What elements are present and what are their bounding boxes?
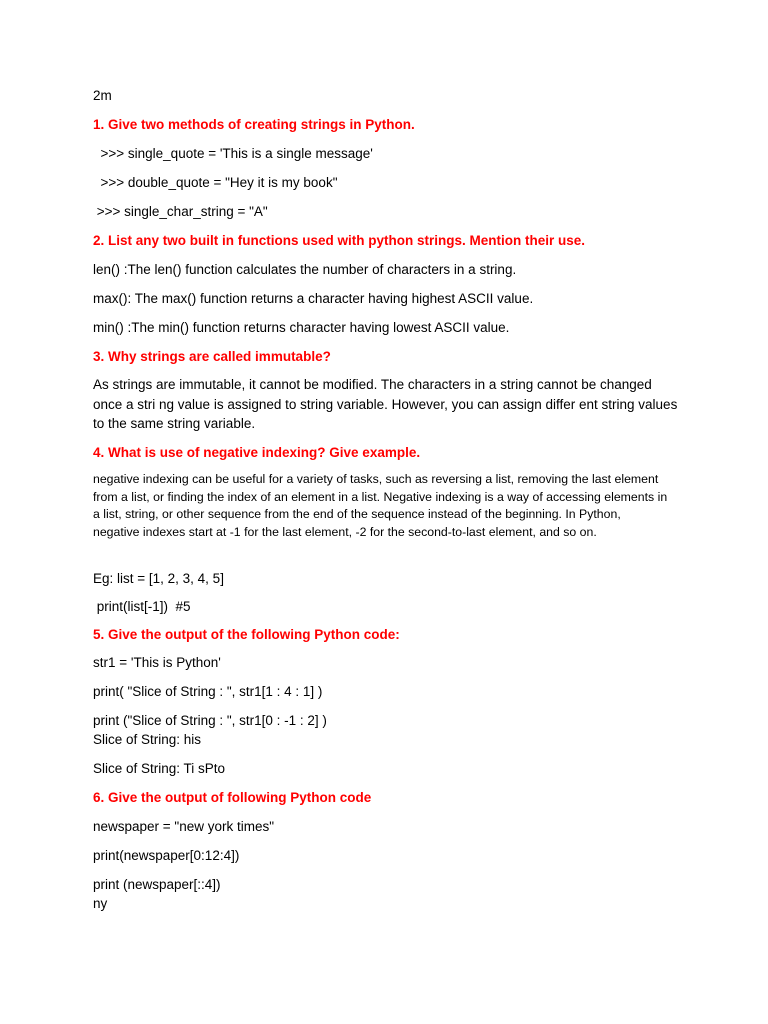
code-line: >>> single_quote = 'This is a single message' — [93, 146, 373, 161]
code-line: newspaper = "new york times" — [93, 819, 275, 834]
answer-paragraph: negative indexing can be useful for a variety of tasks, such as reversing a list, removing the last element from a list, or finding the index of an element in a list. Negative indexing is a way of accessing elements in a list, string, or other sequence from the end of the sequence instead of the beginning. In Python, negative indexes start at -1 for the last element, -2 for the second-to-last element, and so on. — [93, 472, 668, 539]
question-5-title: 5. Give the output of the following Python code: — [93, 627, 400, 642]
code-line: str1 = 'This is Python' — [93, 655, 221, 670]
answer-paragraph: As strings are immutable, it cannot be modified. The characters in a string cannot be changed once a stri ng value is assigned to string variable. However, you can assign differ ent string values to the same string variable. — [93, 377, 678, 431]
answer-line: len() :The len() function calculates the number of characters in a string. — [93, 262, 517, 277]
code-line: >>> single_char_string = "A" — [93, 204, 268, 219]
output-line: Slice of String: his — [93, 732, 202, 747]
code-line: print( "Slice of String : ", str1[1 : 4 : 1] ) — [93, 684, 323, 699]
question-6-title: 6. Give the output of following Python code — [93, 790, 372, 805]
code-line: >>> double_quote = "Hey it is my book" — [93, 175, 338, 190]
example-line: Eg: list = [1, 2, 3, 4, 5] — [93, 571, 224, 586]
output-line: ny — [93, 896, 108, 911]
code-line: print(newspaper[0:12:4]) — [93, 848, 240, 863]
example-line: print(list[-1]) #5 — [93, 599, 191, 614]
question-1-title: 1. Give two methods of creating strings in Python. — [93, 117, 415, 132]
answer-line: min() :The min() function returns character having lowest ASCII value. — [93, 320, 510, 335]
answer-line: max(): The max() function returns a character having highest ASCII value. — [93, 291, 534, 306]
code-line: print ("Slice of String : ", str1[0 : -1 : 2] ) — [93, 713, 327, 728]
code-line: print (newspaper[::4]) — [93, 877, 221, 892]
output-line: Slice of String: Ti sPto — [93, 761, 226, 776]
question-2-title: 2. List any two built in functions used with python strings. Mention their use. — [93, 233, 586, 248]
question-3-title: 3. Why strings are called immutable? — [93, 349, 331, 364]
question-4-title: 4. What is use of negative indexing? Give example. — [93, 445, 421, 460]
marks-label: 2m — [93, 88, 112, 103]
